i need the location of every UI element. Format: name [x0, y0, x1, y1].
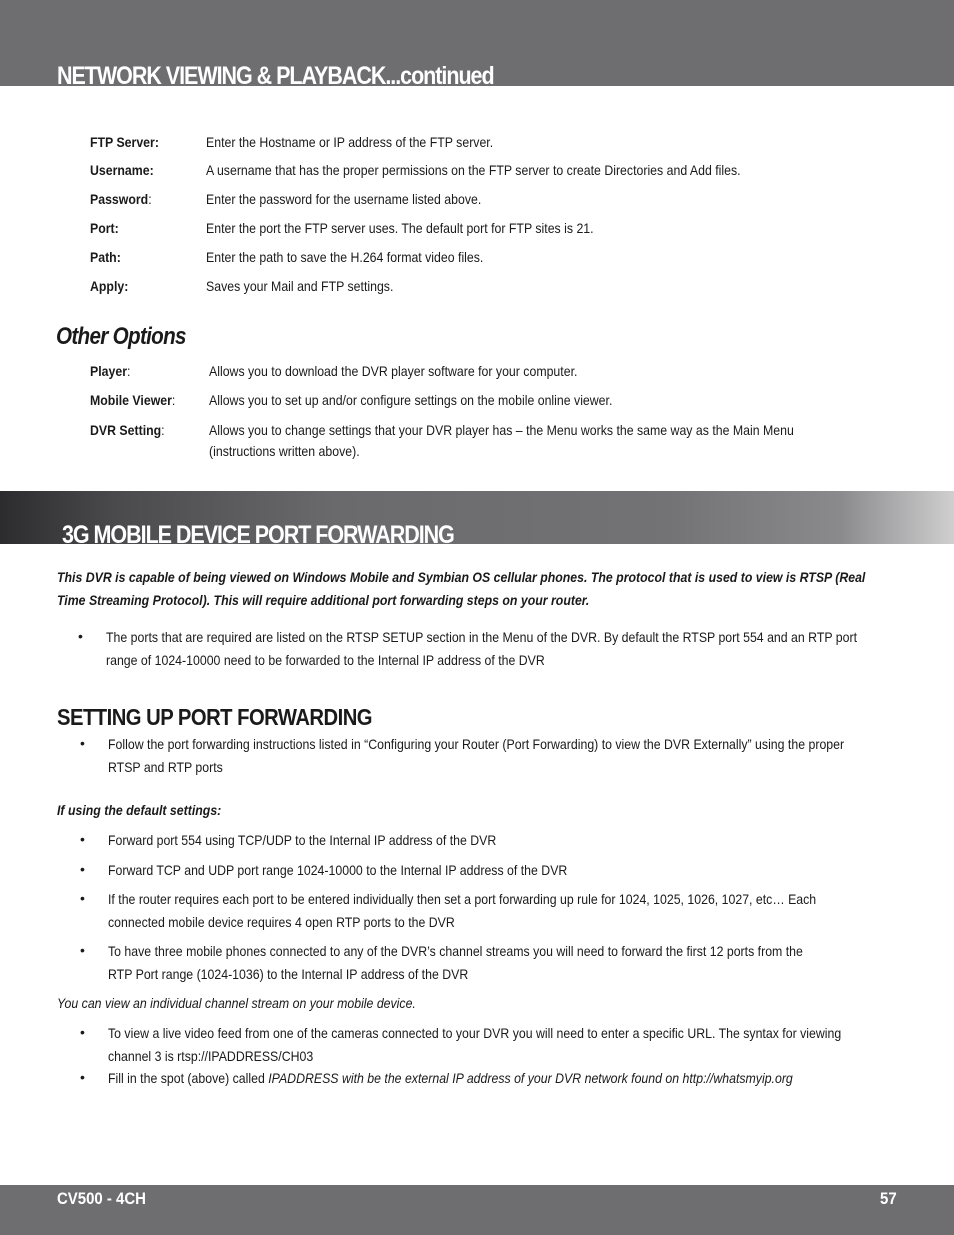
defaults-bullet-4 [108, 940, 803, 986]
password-label [90, 191, 152, 207]
dvr-setting-label-colon: : [161, 422, 165, 438]
defaults-bullet-3 [108, 888, 816, 934]
section-title: 3G MOBILE DEVICE PORT FORWARDING [62, 521, 454, 544]
intro-paragraph [57, 566, 865, 612]
bullet-ports-line-1: The ports that are required are listed on the RTSP SETUP section in the Menu of the DVR. By default the RTSP port 554 and an RTP port [106, 629, 858, 645]
ftp-server-desc: Enter the Hostname or IP address of the FTP server. [206, 134, 494, 150]
bullet-marker: • [80, 942, 85, 958]
username-desc: A username that has the proper permissions on the FTP server to create Directories and Add files. [206, 162, 741, 178]
player-label-text: Player [90, 363, 128, 379]
channel-note: You can view an individual channel stream on your mobile device. [57, 995, 416, 1011]
intro-line-1: This DVR is capable of being viewed on Windows Mobile and Symbian OS cellular phones. The protocol that is used to view is RTSP (Real [57, 569, 866, 585]
bullet-marker: • [80, 861, 85, 877]
defaults-bullet-3-line-1: If the router requires each port to be entered individually then set a port forwarding up rule for 1024, 1025, 1026, 1027, etc… Each [108, 891, 817, 907]
player-label-colon: : [127, 363, 131, 379]
dvr-setting-label-text: DVR Setting [90, 422, 162, 438]
dvr-setting-desc: Allows you to change settings that your DVR player has – the Menu works the same way as the Main Menu [209, 422, 794, 438]
port-label: Port: [90, 220, 119, 236]
bullet-marker: • [80, 1024, 85, 1040]
defaults-bullet-1: Forward port 554 using TCP/UDP to the Internal IP address of the DVR [108, 832, 497, 848]
ftp-server-label: FTP Server: [90, 134, 159, 150]
password-desc: Enter the password for the username listed above. [206, 191, 482, 207]
bullet-ports-line-2: range of 1024-10000 need to be forwarded to the Internal IP address of the DVR [106, 652, 545, 668]
port-desc: Enter the port the FTP server uses. The default port for FTP sites is 21. [206, 220, 594, 236]
path-label: Path: [90, 249, 121, 265]
setup-bullet-1-line-1: Follow the port forwarding instructions listed in “Configuring your Router (Port Forwarding) to view the DVR Externally” using the proper [108, 736, 845, 752]
bullet-marker: • [80, 735, 85, 751]
page-number: 57 [880, 1189, 897, 1208]
bullet-marker: • [80, 890, 85, 906]
defaults-bullet-4-line-1: To have three mobile phones connected to any of the DVR’s channel streams you will need to forward the first 12 ports from the [108, 943, 803, 959]
path-desc: Enter the path to save the H.264 format video files. [206, 249, 484, 265]
page-title: NETWORK VIEWING & PLAYBACK...continued [57, 62, 494, 86]
defaults-bullet-4-line-2: RTP Port range (1024-1036) to the Internal IP address of the DVR [108, 966, 469, 982]
channel-bullet-2-italic: IPADDRESS with be the external IP address of your DVR network found on http://whatsmyip.org [268, 1070, 793, 1086]
channel-bullet-1 [108, 1022, 841, 1068]
bullet-ports [106, 626, 857, 672]
defaults-bullet-2: Forward TCP and UDP port range 1024-10000 to the Internal IP address of the DVR [108, 862, 568, 878]
dvr-setting-label [90, 422, 165, 438]
other-options-heading: Other Options [56, 323, 186, 350]
channel-bullet-2 [108, 1067, 793, 1090]
username-label: Username: [90, 162, 154, 178]
mobile-viewer-label-colon: : [171, 392, 176, 408]
defaults-heading: If using the default settings: [57, 802, 222, 818]
channel-bullet-2-text: Fill in the spot (above) called [108, 1070, 269, 1086]
intro-line-2: Time Streaming Protocol). This will require additional port forwarding steps on your router. [57, 592, 590, 608]
mobile-viewer-desc: Allows you to set up and/or configure settings on the mobile online viewer. [209, 392, 613, 408]
setup-bullet-1 [108, 733, 844, 779]
bullet-marker: • [80, 1069, 85, 1085]
password-label-text: Password [90, 191, 149, 207]
bullet-marker: • [80, 831, 85, 847]
password-label-colon: : [148, 191, 152, 207]
setup-bullet-1-line-2: RTSP and RTP ports [108, 759, 223, 775]
mobile-viewer-label [90, 392, 175, 408]
channel-bullet-1-line-2: channel 3 is rtsp://IPADDRESS/CH03 [108, 1048, 314, 1064]
footer-model: CV500 - 4CH [57, 1189, 146, 1208]
bullet-marker: • [78, 628, 83, 644]
apply-label: Apply: [90, 278, 129, 294]
dvr-setting-desc-cont: (instructions written above). [209, 443, 360, 459]
defaults-bullet-3-line-2: connected mobile device requires 4 open RTP ports to the DVR [108, 914, 455, 930]
mobile-viewer-label-text: Mobile Viewer [90, 392, 172, 408]
player-label [90, 363, 130, 379]
apply-desc: Saves your Mail and FTP settings. [206, 278, 394, 294]
player-desc: Allows you to download the DVR player software for your computer. [209, 363, 578, 379]
setup-heading: SETTING UP PORT FORWARDING [57, 704, 373, 730]
channel-bullet-1-line-1: To view a live video feed from one of the cameras connected to your DVR you will need to enter a specific URL. The syntax for viewing [108, 1025, 842, 1041]
